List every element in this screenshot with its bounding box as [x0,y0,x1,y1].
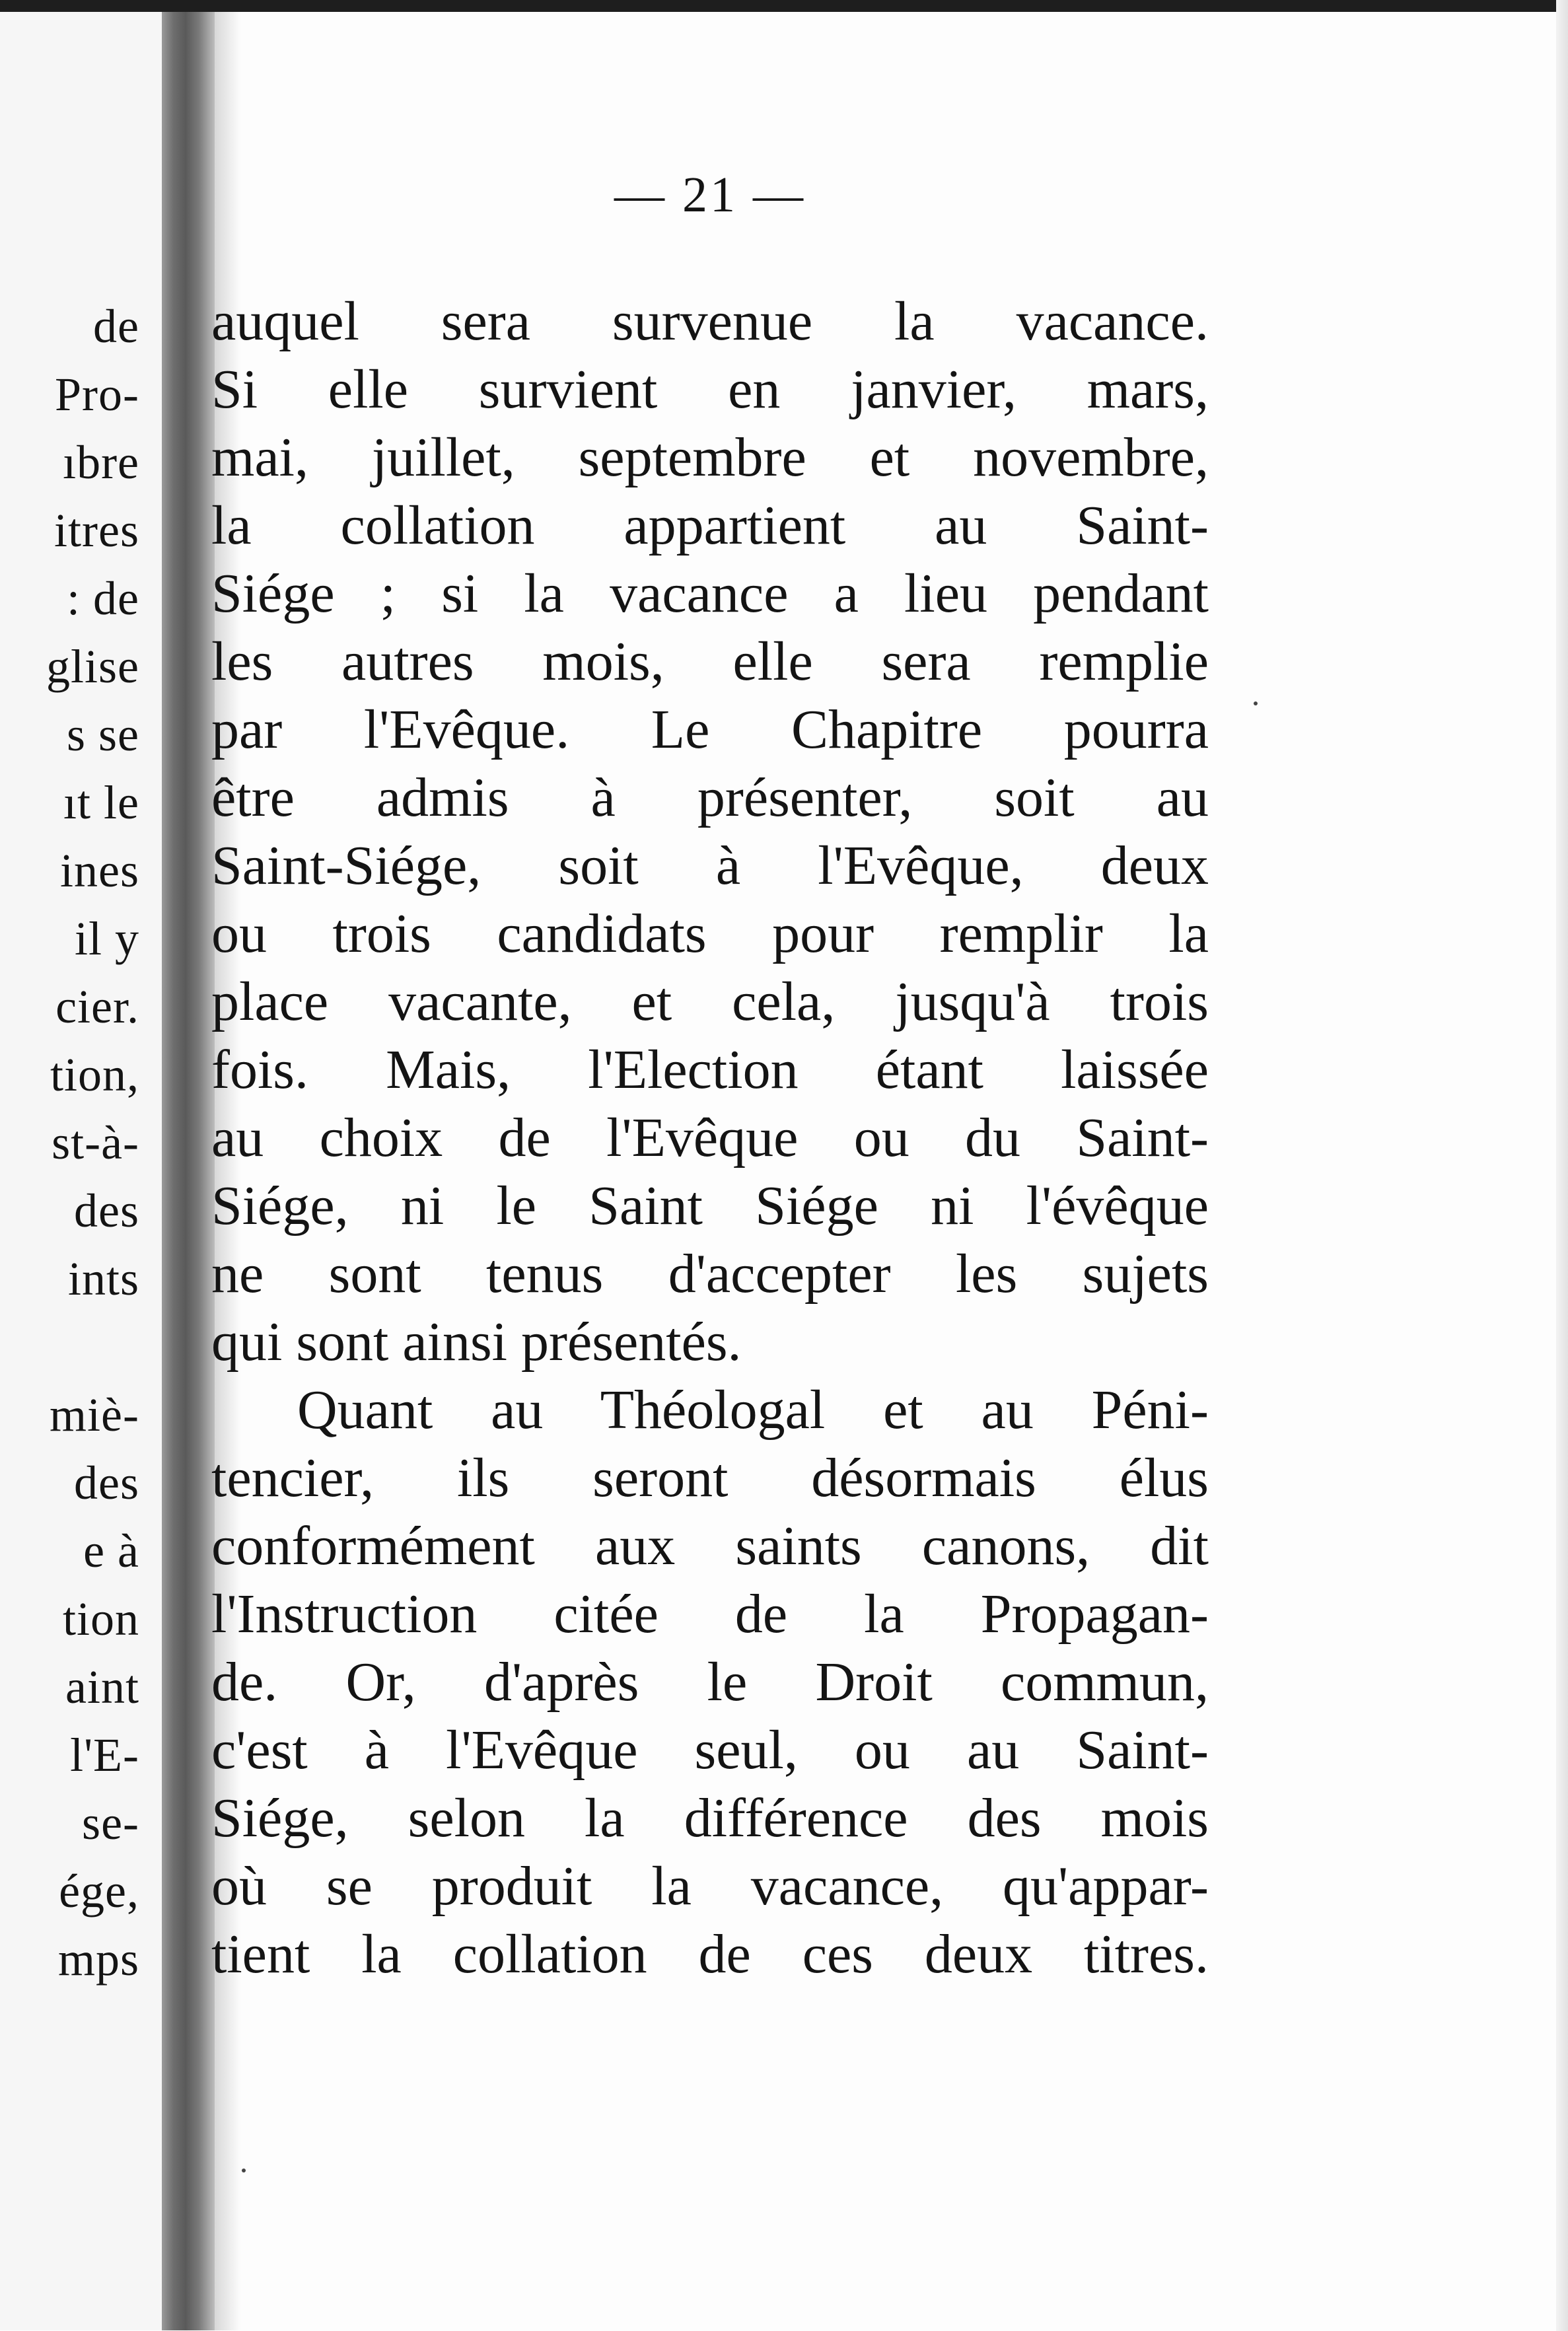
text-line: Si elle survient en janvier, mars, [211,359,1209,420]
text-line: ou trois candidats pour remplir la [211,903,1209,964]
text-line: auquel sera survenue la vacance. [211,291,1209,352]
text-line: conformément aux saints canons, dit [211,1515,1209,1577]
left-fragment: ıt le [63,776,139,829]
text-line: les autres mois, elle sera remplie [211,631,1209,692]
text-line: être admis à présenter, soit au [211,767,1209,828]
left-page-edge [0,12,162,2330]
left-fragment: st-à- [52,1116,139,1169]
text-line: Siége, ni le Saint Siége ni l'évêque [211,1175,1209,1237]
page-number: — 21 — [614,167,806,223]
scan-speck [242,2169,246,2172]
text-line: la collation appartient au Saint- [211,495,1209,556]
text-line: où se produit la vacance, qu'appar- [211,1855,1209,1917]
left-fragment: tion, [50,1048,139,1101]
text-line: c'est à l'Evêque seul, ou au Saint- [211,1719,1209,1781]
left-fragment: se- [82,1797,139,1849]
left-fragment: miè- [50,1388,139,1441]
book-gutter [162,12,215,2330]
text-line: l'Instruction citée de la Propagan- [211,1583,1209,1645]
text-line: Siége, selon la différence des mois [211,1787,1209,1849]
text-line: Saint-Siége, soit à l'Evêque, deux [211,835,1209,896]
text-line: Quant au Théologal et au Péni- [297,1379,1209,1441]
left-fragment: de [93,300,139,353]
left-fragment: ége, [59,1865,139,1918]
left-fragment: e à [83,1524,139,1577]
left-fragment: des [74,1456,139,1509]
text-line: au choix de l'Evêque ou du Saint- [211,1107,1209,1168]
scan-speck [1254,701,1258,705]
top-border [0,0,1568,12]
left-fragment: ines [60,844,139,897]
left-fragment: itres [54,504,139,557]
text-line: tencier, ils seront désormais élus [211,1447,1209,1509]
left-fragment: glise [46,640,139,693]
text-line: tient la collation de ces deux titres. [211,1923,1209,1985]
text-line: de. Or, d'après le Droit commun, [211,1651,1209,1713]
left-fragment: il y [74,912,139,965]
text-line: Siége ; si la vacance a lieu pendant [211,563,1209,624]
left-fragment: cier. [55,980,139,1033]
left-fragment: ints [67,1252,139,1305]
text-line: mai, juillet, septembre et novembre, [211,427,1209,488]
left-fragment: Pro- [55,368,139,421]
left-fragment: tion [62,1593,139,1645]
left-fragment: aint [65,1661,139,1713]
left-fragment: : de [67,572,139,625]
text-line: qui sont ainsi présentés. [211,1311,742,1373]
left-fragment: s se [67,708,139,761]
right-page-edge [1556,0,1568,2331]
text-line: fois. Mais, l'Election étant laissée [211,1039,1209,1100]
left-fragment: l'E- [70,1729,139,1781]
left-fragment: mps [57,1933,139,1986]
left-fragment: des [74,1184,139,1237]
text-line: ne sont tenus d'accepter les sujets [211,1243,1209,1305]
text-line: par l'Evêque. Le Chapitre pourra [211,699,1209,760]
left-fragment: ıbre [63,436,139,489]
text-line: place vacante, et cela, jusqu'à trois [211,971,1209,1032]
